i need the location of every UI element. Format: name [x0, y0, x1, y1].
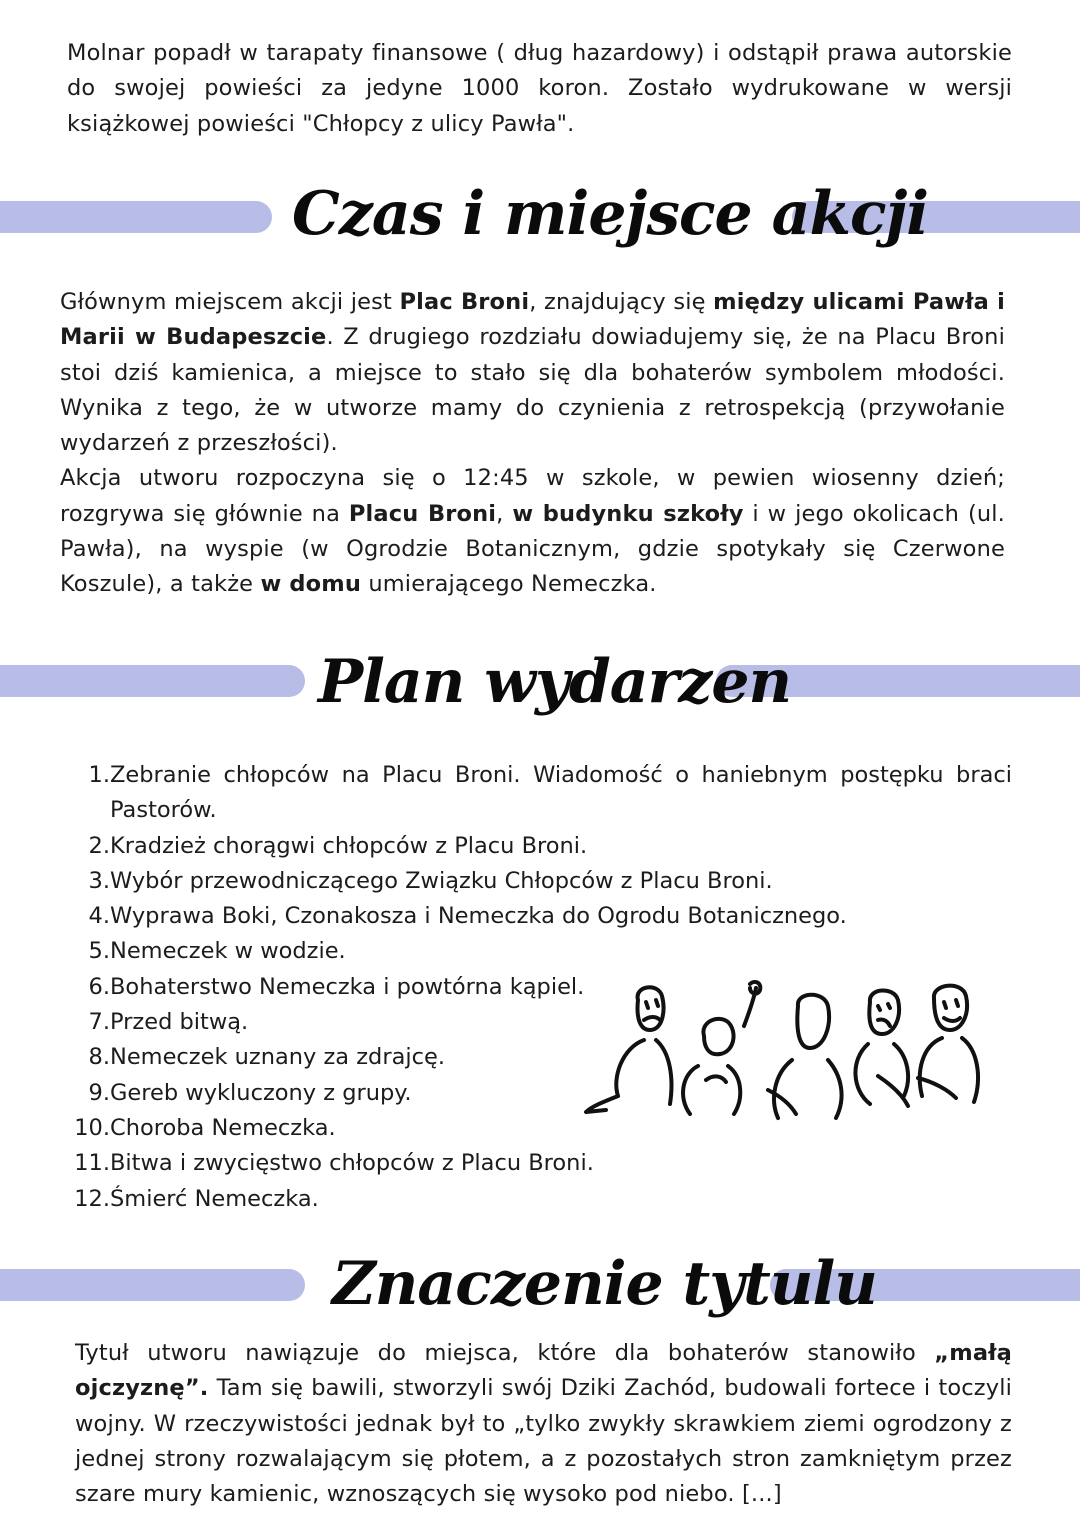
plan-item — [60, 864, 1012, 899]
plan-item-number: 5. — [88, 938, 110, 965]
plan-item — [60, 1182, 1012, 1217]
plan-item-text: Gereb wykluczony z grupy. — [110, 1079, 412, 1106]
plan-item-number: 1. — [88, 762, 110, 788]
intro-paragraph: Molnar popadł w tarapaty finansowe ( dług hazardowy) i odstąpił prawa autorskie do swojej powieści za jedyne 1000 koron. Zostało wydrukowane w wersji książkowej powieści "Chłopcy z ulicy Pawła". — [67, 40, 1012, 137]
plan-item-number: 4. — [88, 903, 110, 930]
czas-paragraph-1: Głównym miejscem akcji jest Plac Broni, znajdujący się między ulicami Pawła i Marii w Budapeszcie. Z drugiego rozdziału dowiadujemy się, że na Placu Broni stoi dziś kamienica, a miejsce to stało się dla bohaterów symbolem młodości. Wynika z tego, że w utworze mamy do czynienia z retrospekcją (przywołanie wydarzeń z przeszłości). — [60, 289, 1005, 457]
section-heading-plan: Plan wydarzen — [318, 647, 792, 717]
heading-band-left — [0, 665, 305, 697]
plan-item-number: 12. — [74, 1185, 110, 1212]
plan-item-text: Śmierć Nemeczka. — [110, 1185, 319, 1212]
plan-item-text: Wybór przewodniczącego Związku Chłopców z Placu Broni. — [110, 867, 773, 894]
plan-item-text: Nemeczek w wodzie. — [110, 938, 346, 965]
heading-band-left — [0, 1269, 305, 1301]
plan-item-number: 2. — [88, 832, 110, 859]
plan-item-text: Przed bitwą. — [110, 1009, 249, 1036]
plan-item — [60, 758, 1012, 829]
section-heading-czas: Czas i miejsce akcji — [292, 179, 929, 249]
section-heading-tytul: Znaczenie tytulu — [332, 1249, 877, 1319]
plan-item-number: 9. — [88, 1079, 110, 1106]
plan-item — [60, 899, 1012, 934]
plan-item-text: Kradzież chorągwi chłopców z Placu Broni. — [110, 832, 588, 859]
plan-item-text: Bitwa i zwycięstwo chłopców z Placu Broni. — [110, 1150, 594, 1177]
plan-item-number: 8. — [88, 1044, 110, 1071]
heading-band-left — [0, 201, 272, 233]
plan-item-number: 7. — [88, 1009, 110, 1036]
group-of-children-doodle-icon — [578, 978, 998, 1123]
plan-item-text: Zebranie chłopców na Placu Broni. Wiadomość o haniebnym postępku braci Pastorów. — [110, 762, 1012, 824]
plan-item-number: 11. — [74, 1150, 110, 1177]
plan-item-text: Choroba Nemeczka. — [110, 1114, 336, 1141]
plan-item — [60, 1146, 1012, 1181]
tytul-section-body: Tytuł utworu nawiązuje do miejsca, które dla bohaterów stanowiło „małą ojczyznę”. Tam się bawili, stworzyli swój Dziki Zachód, budowali fortece i toczyli wojny. W rzeczywistości jednak był to „tylko zwykły skrawkiem ziemi ogrodzony z jednej strony rozwalającym się płotem, a z pozostałych stron zamkniętym przez szare mury kamienic, wznoszących się wysoko pod niebo. [...] — [75, 1340, 1012, 1508]
plan-item-text: Bohaterstwo Nemeczka i powtórna kąpiel. — [110, 973, 585, 1000]
plan-item-text: Nemeczek uznany za zdrajcę. — [110, 1044, 445, 1071]
czas-paragraph-2: Akcja utworu rozpoczyna się o 12:45 w szkole, w pewien wiosenny dzień; rozgrywa się głównie na Placu Broni, w budynku szkoły i w jego okolicach (ul. Pawła), na wyspie (w Ogrodzie Botanicznym, gdzie spotykały się Czerwone Koszule), a także w domu umierającego Nemeczka. — [60, 465, 1005, 598]
czas-section-body — [60, 285, 1005, 603]
plan-item-number: 6. — [88, 973, 110, 1000]
plan-item-text: Wyprawa Boki, Czonakosza i Nemeczka do Ogrodu Botanicznego. — [110, 903, 847, 930]
plan-item-number: 10. — [74, 1114, 110, 1141]
plan-item — [60, 934, 1012, 969]
plan-item — [60, 829, 1012, 864]
plan-item-number: 3. — [88, 867, 110, 894]
